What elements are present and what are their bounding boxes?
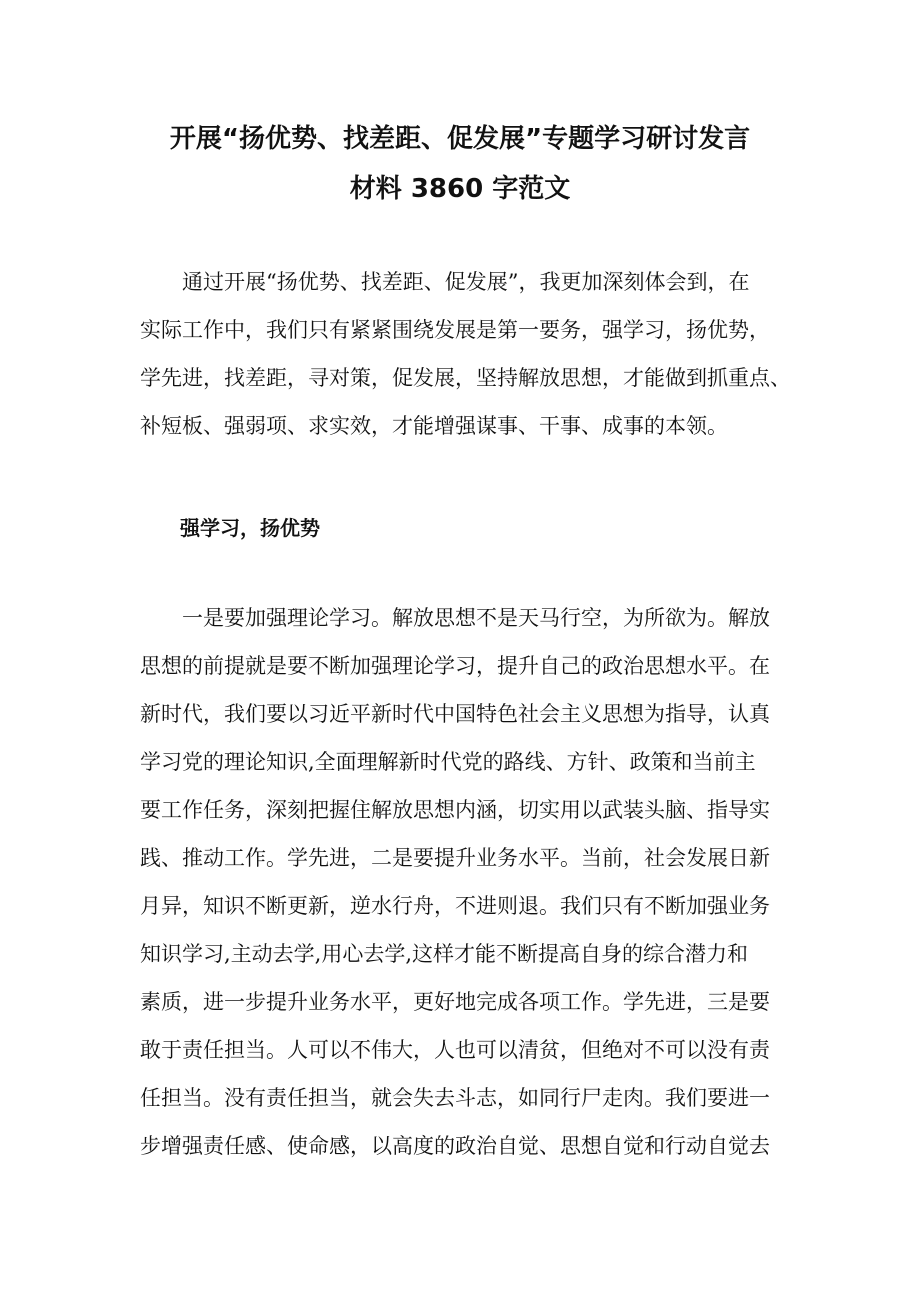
intro-line-2: 实际工作中，我们只有紧紧围绕发展是第一要务，强学习，扬优势，: [140, 318, 770, 342]
body-line-10: 敢于责任担当。人可以不伟大，人也可以清贫，但绝对不可以没有责: [140, 1038, 770, 1062]
document-title-line-2: 材料 3860 字范文: [349, 174, 571, 204]
body-line-7: 月异，知识不断更新，逆水行舟，不进则退。我们只有不断加强业务: [140, 894, 770, 918]
body-line-6: 践、推动工作。学先进，二是要提升业务水平。当前，社会发展日新: [140, 846, 770, 870]
body-line-12: 步增强责任感、使命感，以高度的政治自觉、思想自觉和行动自觉去: [140, 1134, 770, 1158]
document-title-line-1: 开展“扬优势、找差距、促发展”专题学习研讨发言: [169, 124, 751, 154]
body-line-11: 任担当。没有责任担当，就会失去斗志，如同行尸走肉。我们要进一: [140, 1086, 770, 1110]
section-heading: 强学习，扬优势: [180, 516, 320, 540]
body-line-2: 思想的前提就是要不断加强理论学习，提升自己的政治思想水平。在: [140, 654, 770, 678]
intro-line-3: 学先进，找差距，寻对策，促发展，坚持解放思想，才能做到抓重点、: [140, 366, 791, 390]
intro-line-1: 通过开展“扬优势、找差距、促发展”，我更加深刻体会到，在: [140, 270, 750, 294]
body-line-9: 素质，进一步提升业务水平，更好地完成各项工作。学先进，三是要: [140, 990, 770, 1014]
body-line-3: 新时代，我们要以习近平新时代中国特色社会主义思想为指导，认真: [140, 702, 770, 726]
body-line-4: 学习党的理论知识,全面理解新时代党的路线、方针、政策和当前主: [140, 750, 756, 774]
body-line-8: 知识学习,主动去学,用心去学,这样才能不断提高自身的综合潜力和: [140, 942, 749, 966]
body-line-1: 一是要加强理论学习。解放思想不是天马行空，为所欲为。解放: [140, 606, 770, 630]
body-line-5: 要工作任务，深刻把握住解放思想内涵，切实用以武装头脑、指导实: [140, 798, 770, 822]
intro-line-4: 补短板、强弱项、求实效，才能增强谋事、干事、成事的本领。: [140, 414, 728, 438]
